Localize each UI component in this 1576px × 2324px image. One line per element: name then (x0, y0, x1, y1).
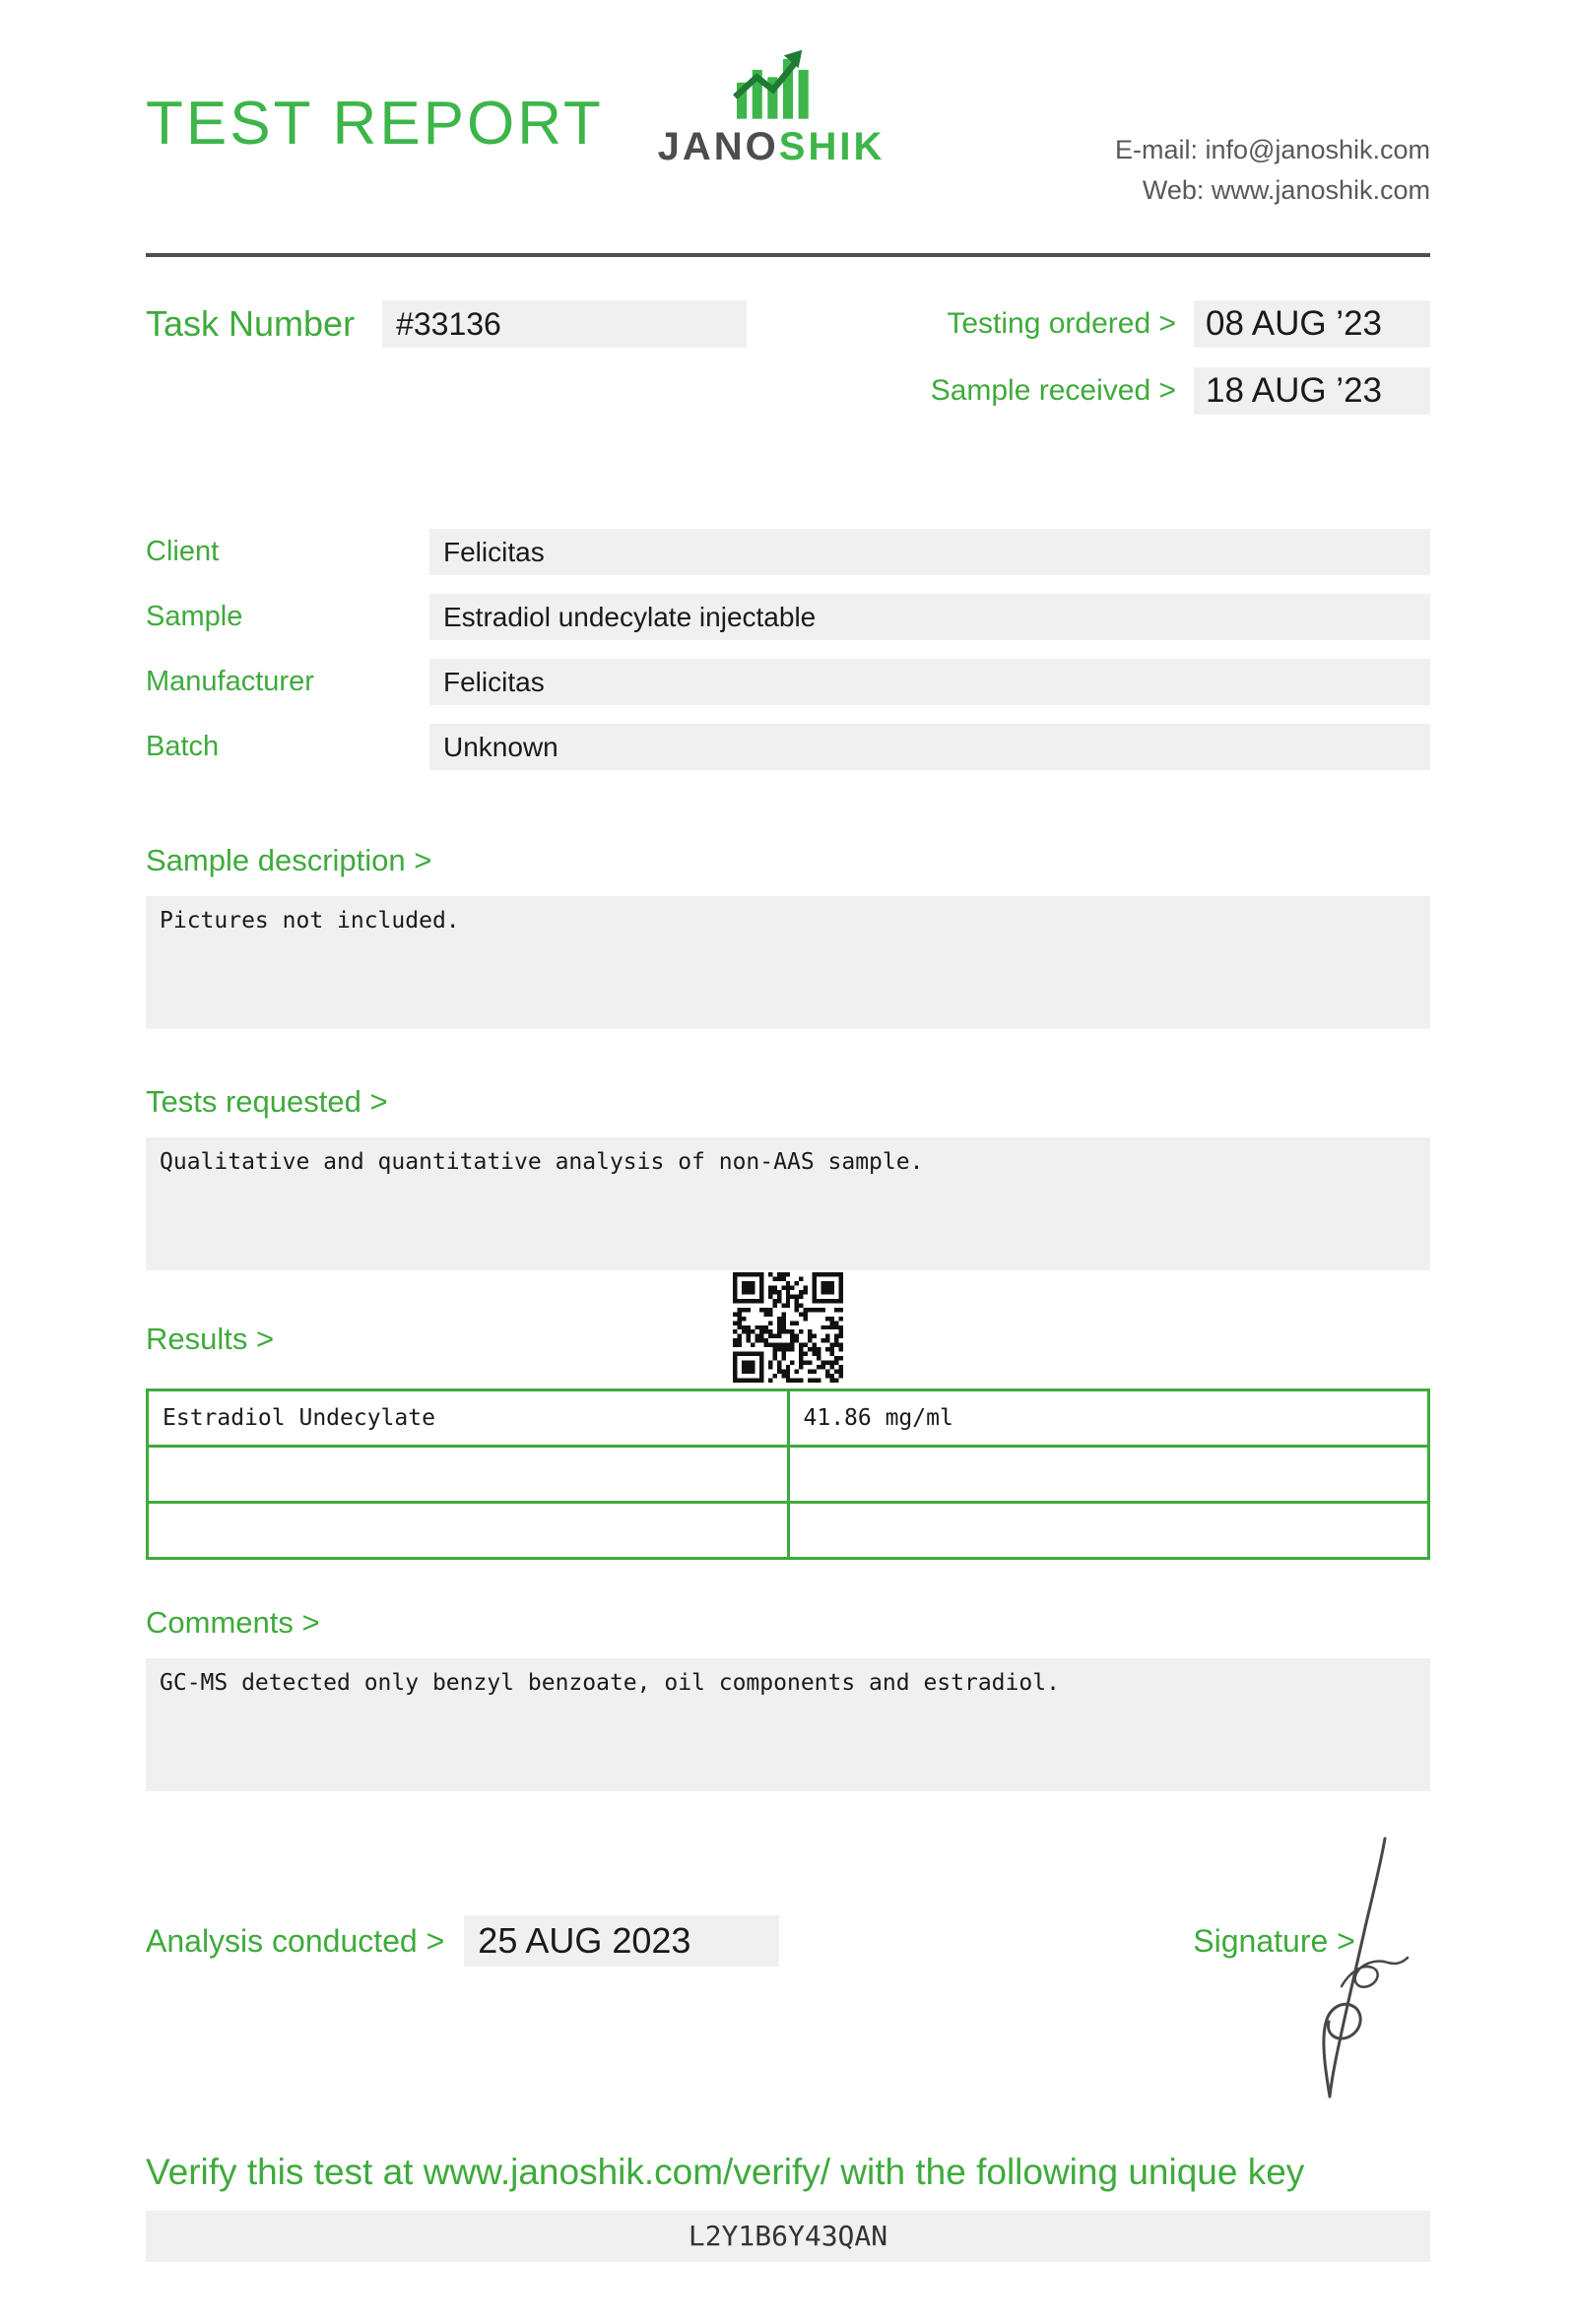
tests-requested-heading: Tests requested > (146, 1084, 388, 1119)
sample-value: Estradiol undecylate injectable (429, 594, 1430, 640)
qr-code (733, 1272, 843, 1383)
details-section (146, 529, 1430, 770)
sample-description-box (146, 896, 1430, 1029)
detail-row-manufacturer (146, 659, 1430, 705)
results-heading: Results > (146, 1322, 275, 1356)
analysis-signature-row (146, 1915, 1430, 1967)
result-name-cell (148, 1503, 789, 1559)
tests-requested-box (146, 1137, 1430, 1270)
results-table (146, 1388, 1430, 1560)
analysis-conducted-label: Analysis conducted > (146, 1922, 445, 1959)
tests-requested-section (146, 1084, 1430, 1270)
sample-description-section (146, 843, 1430, 1029)
verify-instruction: Verify this test at www.janoshik.com/verify/ with the following unique key (146, 2152, 1305, 2192)
verify-key: L2Y1B6Y43QAN (688, 2220, 888, 2252)
sample-description-text: Pictures not included. (160, 908, 460, 934)
comments-heading: Comments > (146, 1605, 320, 1640)
batch-label: Batch (146, 731, 220, 762)
verify-key-box (146, 2211, 1430, 2262)
manufacturer-value: Felicitas (429, 659, 1430, 705)
web-line: Web: www.janoshik.com (1142, 174, 1430, 205)
sample-received-value: 18 AUG ’23 (1194, 367, 1430, 415)
contact-info (1115, 130, 1430, 210)
logo-shik: SHIK (778, 125, 886, 168)
task-number-value: #33136 (382, 300, 747, 348)
task-number-row (146, 300, 747, 348)
detail-row-batch (146, 724, 1430, 770)
report-header (146, 0, 1430, 257)
comments-text: GC-MS detected only benzyl benzoate, oil components and estradiol. (160, 1670, 1060, 1696)
result-row (148, 1390, 1429, 1447)
result-value-cell: 41.86 mg/ml (788, 1390, 1429, 1447)
analysis-date-value: 25 AUG 2023 (464, 1915, 779, 1967)
results-heading-row (146, 1322, 1430, 1361)
email-line: E-mail: info@janoshik.com (1114, 135, 1430, 164)
result-value-cell (788, 1503, 1429, 1559)
testing-ordered-label: Testing ordered > (947, 307, 1176, 340)
client-value: Felicitas (429, 529, 1430, 575)
signature-image (1265, 1829, 1422, 2116)
detail-row-sample (146, 594, 1430, 640)
testing-ordered-row (931, 300, 1430, 348)
meta-section (146, 300, 1430, 415)
result-row (148, 1447, 1429, 1503)
report-page (146, 0, 1430, 2262)
batch-value: Unknown (429, 724, 1430, 770)
sample-received-label: Sample received > (930, 374, 1176, 407)
comments-section (146, 1605, 1430, 1791)
client-label: Client (146, 536, 220, 567)
signature-label: Signature > (1193, 1922, 1355, 1959)
sample-label: Sample (146, 601, 243, 632)
bar-chart-arrow-icon (609, 41, 934, 125)
janoshik-logo (609, 41, 934, 169)
comments-box (146, 1658, 1430, 1791)
tests-requested-text: Qualitative and quantitative analysis of non-AAS sample. (160, 1149, 924, 1175)
result-row (148, 1503, 1429, 1559)
manufacturer-label: Manufacturer (146, 666, 314, 697)
result-value-cell (788, 1447, 1429, 1503)
dates-column (931, 300, 1430, 415)
logo-jano: JANO (657, 125, 779, 168)
logo-wordmark (609, 125, 934, 169)
sample-description-heading: Sample description > (146, 843, 432, 877)
result-name-cell (148, 1447, 789, 1503)
sample-received-row (931, 367, 1430, 415)
testing-ordered-value: 08 AUG ’23 (1194, 300, 1430, 348)
detail-row-client (146, 529, 1430, 575)
report-title: TEST REPORT (146, 90, 604, 158)
result-name-cell: Estradiol Undecylate (148, 1390, 789, 1447)
task-number-label: Task Number (146, 303, 356, 344)
